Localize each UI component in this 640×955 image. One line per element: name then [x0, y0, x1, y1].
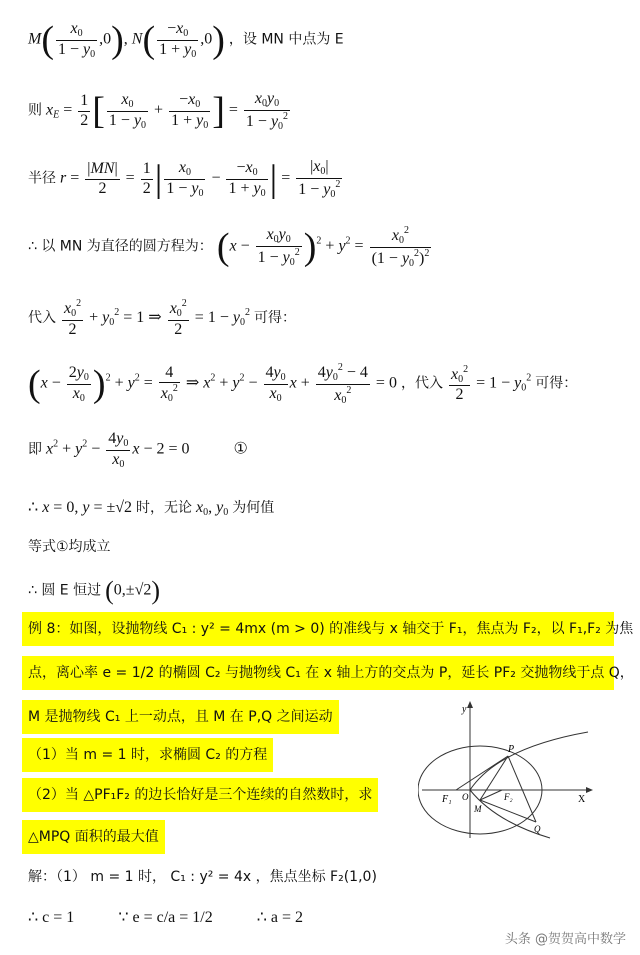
- example-line-3: M 是抛物线 C₁ 上一动点，且 M 在 P,Q 之间运动: [22, 700, 339, 734]
- eq-expand-tail2: 可得：: [535, 375, 578, 392]
- eq-mn-points: M( $\frac{x_0}{1 - y_0}$ ,0), N( $\frac{-x_0}{1 + y_0}$ ,0) ，设 MN 中点为 E: [28, 19, 344, 61]
- line-pf1: [456, 756, 508, 790]
- eq-fixed-point: ∴ x = 0, y = ±√2 时，无论 $x_0$, $y_0$ 为何值: [28, 499, 275, 518]
- y-axis-arrow: [467, 701, 473, 708]
- eq-radius-label: 半径: [28, 170, 56, 187]
- label-f2: F₂: [504, 792, 513, 802]
- eq-circle-passes-text: ∴ 圆 E 恒过: [28, 582, 102, 599]
- ellipse-parabola-figure: [418, 700, 598, 840]
- eq-expand-tail: ，代入: [400, 375, 443, 392]
- eq-fixed-point-text: 时，无论: [136, 500, 193, 516]
- eq-mn-text: ，设 MN 中点为 E: [228, 31, 344, 48]
- eq-fixed-point-tail: 为何值: [232, 500, 275, 516]
- eq-substitute-tail: 可得：: [253, 310, 296, 327]
- label-y: y: [462, 704, 467, 715]
- eq-xe-label: 则: [28, 102, 42, 119]
- solution-a: ∴ a = 2: [256, 909, 304, 926]
- eq-radius: 半径 r = $\frac{|MN|}{2}$ = $\frac{1}{2}$ | $\frac{x_0}{1 - y_0}$ − $\frac{-x_0}{1 + y_0}$ | = $\frac{|x_0|}{1 - y_0^2}$: [28, 158, 341, 200]
- solution-c: ∴ c = 1: [28, 909, 75, 926]
- solution-line-1: 解：（1） m = 1 时， C₁ : y² = 4x ，焦点坐标 F₂(1,0): [28, 869, 377, 885]
- x-axis-arrow: [586, 787, 593, 793]
- label-m: M: [474, 804, 482, 814]
- solution-e: ∵ e = c/a = 1/2: [118, 909, 213, 926]
- eq-substitute-label: 代入: [28, 310, 56, 327]
- label-p: P: [508, 744, 515, 755]
- eq-circle-label: ∴ 以 MN 为直径的圆方程为：: [28, 238, 213, 255]
- eq-final-mark: ①: [233, 440, 248, 458]
- label-f1: F₁: [442, 794, 452, 805]
- parabola-c1: [470, 732, 588, 838]
- eq-xe: 则 $x_E$ = $\frac{1}{2}$ [ $\frac{x_0}{1 - y_0}$ + $\frac{-x_0}{1 + y_0}$ ] = $\frac{x_0y_0}{1 - y_0^2}$: [28, 90, 289, 132]
- eq-circle: ∴ 以 MN 为直径的圆方程为： (x − $\frac{x_0y_0}{1 - y_0^2}$ )$^2 + y^2$ = $\frac{x_0^2}{(1 - y_0^2)^2}$: [28, 225, 430, 269]
- example-line-2: 点，离心率 e = 1/2 的椭圆 C₂ 与抛物线 C₁ 在 x 轴上方的交点为 P，延长 PF₂ 交抛物线于点 Q，: [22, 656, 614, 690]
- eq-circle-passes: ∴ 圆 E 恒过 (0,±√2): [28, 576, 161, 605]
- label-o: O: [462, 792, 469, 802]
- label-x: X: [578, 794, 586, 805]
- watermark: 头条 @贺贺高中数学: [504, 932, 626, 947]
- eq-expand: (x − $\frac{2y_0}{x_0}$ )$^2 + y^2$ = $\frac{4}{x_0^2}$ ⇒ $x^2 + y^2$ − $\frac{4y_0}{x_0}$ x + $\frac{4y_0^2 - 4}{x_0^2}$ = 0 ，代入 $\frac{x_0^2}{2}$ = $1 - y_0^2$ 可得：: [28, 362, 578, 406]
- question-2-cont: △MPQ 面积的最大值: [22, 820, 165, 854]
- solution-line-2: [28, 910, 303, 926]
- example-line-1: 例 8：如图，设抛物线 C₁ : y² = 4mx (m > 0) 的准线与 x 轴交于 F₁，焦点为 F₂，以 F₁,F₂ 为焦: [22, 612, 614, 646]
- label-q: Q: [534, 824, 541, 834]
- question-1: （1）当 m = 1 时，求椭圆 C₂ 的方程: [22, 738, 273, 772]
- eq-holds: 等式①均成立: [28, 539, 111, 555]
- eq-final-label: 即: [28, 441, 42, 458]
- question-2: （2）当 △PF₁F₂ 的边长恰好是三个连续的自然数时，求: [22, 778, 378, 812]
- eq-final: 即 $x^2 + y^2$ − $\frac{4y_0}{x_0}$ x − 2 = 0 ①: [28, 430, 248, 470]
- eq-substitute: 代入 $\frac{x_0^2}{2}$ + $y_0^2 = 1$ ⇒ $\frac{x_0^2}{2}$ = $1 - y_0^2$ 可得：: [28, 298, 296, 338]
